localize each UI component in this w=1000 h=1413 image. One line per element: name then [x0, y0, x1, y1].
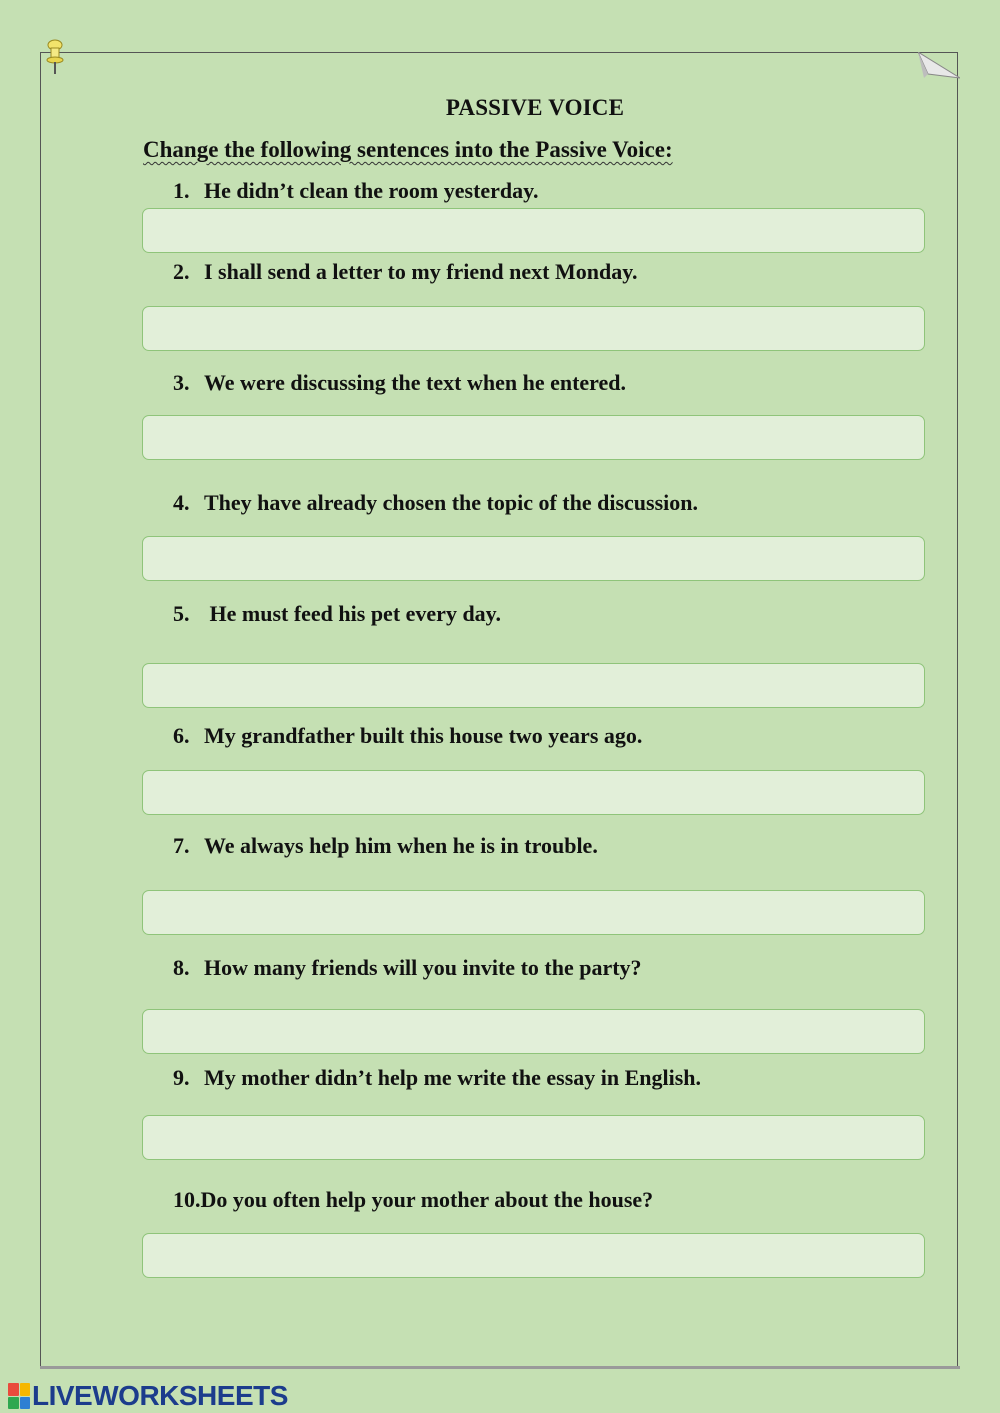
answer-input-6[interactable] — [142, 770, 925, 815]
question-10 — [173, 1187, 653, 1213]
brand-name: LIVEWORKSHEETS — [32, 1380, 288, 1411]
answer-input-8[interactable] — [142, 1009, 925, 1054]
question-text: We were discussing the text when he entered. — [204, 370, 627, 395]
question-1 — [173, 178, 538, 204]
question-5 — [173, 601, 501, 627]
question-text: My grandfather built this house two years ago. — [204, 723, 643, 748]
answer-input-7[interactable] — [142, 890, 925, 935]
question-number: 6. — [173, 723, 190, 748]
instruction-text: Change the following sentences into the Passive Voice: — [143, 137, 673, 162]
question-text: My mother didn’t help me write the essay in English. — [204, 1065, 702, 1090]
question-2 — [173, 259, 637, 285]
liveworksheets-logo-icon — [8, 1383, 30, 1409]
answer-input-3[interactable] — [142, 415, 925, 460]
question-number: 4. — [173, 490, 190, 515]
question-text: Do you often help your mother about the house? — [200, 1187, 654, 1212]
question-6 — [173, 723, 642, 749]
footer-divider — [40, 1366, 960, 1369]
question-number: 1. — [173, 178, 190, 203]
question-9 — [173, 1065, 701, 1091]
question-text: He didn’t clean the room yesterday. — [204, 178, 539, 203]
question-text: How many friends will you invite to the party? — [204, 955, 642, 980]
page-curl-icon — [918, 52, 960, 82]
question-number: 9. — [173, 1065, 190, 1090]
page-title: PASSIVE VOICE — [445, 95, 625, 120]
liveworksheets-logo[interactable] — [8, 1380, 288, 1412]
question-number: 3. — [173, 370, 190, 395]
answer-input-4[interactable] — [142, 536, 925, 581]
question-text: He must feed his pet every day. — [204, 601, 501, 626]
question-7 — [173, 833, 598, 859]
question-text: I shall send a letter to my friend next Monday. — [204, 259, 638, 284]
question-number: 2. — [173, 259, 190, 284]
question-3 — [173, 370, 626, 396]
answer-input-10[interactable] — [142, 1233, 925, 1278]
question-text: They have already chosen the topic of the discussion. — [204, 490, 699, 515]
answer-input-9[interactable] — [142, 1115, 925, 1160]
question-8 — [173, 955, 642, 981]
push-pin-icon — [44, 38, 66, 78]
answer-input-5[interactable] — [142, 663, 925, 708]
question-number: 8. — [173, 955, 190, 980]
question-text: We always help him when he is in trouble. — [204, 833, 598, 858]
answer-input-1[interactable] — [142, 208, 925, 253]
answer-input-2[interactable] — [142, 306, 925, 351]
question-number: 7. — [173, 833, 190, 858]
question-4 — [173, 490, 698, 516]
question-number: 5. — [173, 601, 190, 626]
question-number: 10. — [173, 1187, 201, 1212]
